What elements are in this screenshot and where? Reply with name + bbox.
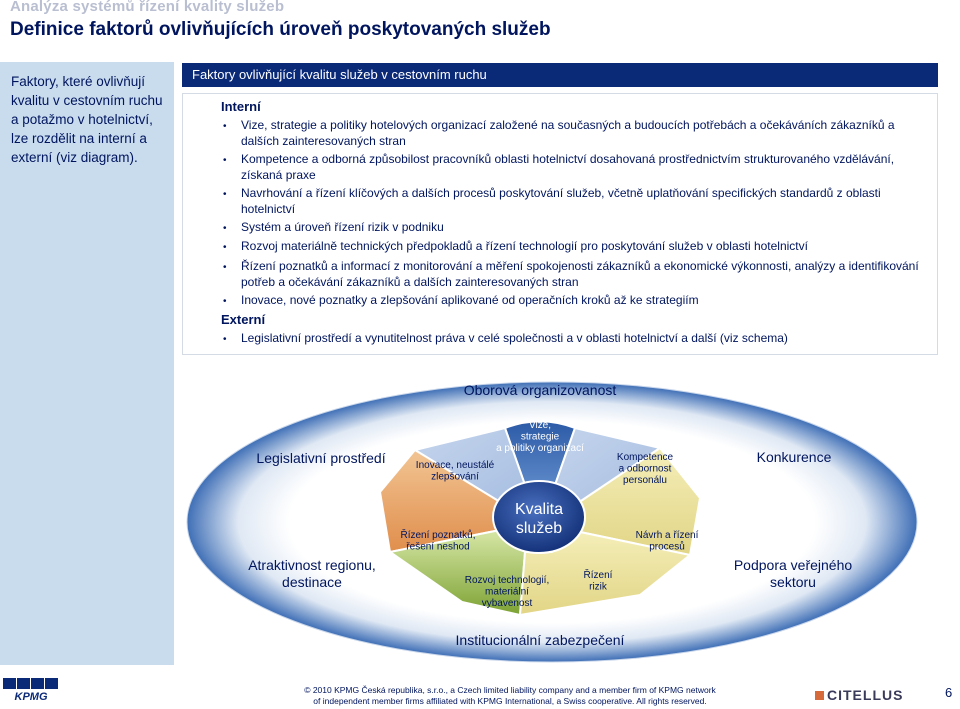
page-supertitle: Analýza systémů řízení kvality služeb — [10, 0, 285, 15]
svg-text:KPMG: KPMG — [14, 691, 48, 701]
svg-text:personálu: personálu — [623, 475, 667, 486]
bullet-icon: • — [223, 262, 227, 273]
sidebar — [0, 62, 174, 665]
outer-left-top-label: Legislativní prostředí — [256, 450, 386, 466]
segment-label-knowledge — [400, 528, 475, 553]
citellus-logo: CITELLUS — [815, 687, 903, 703]
svg-text:Podpora veřejného: Podpora veřejného — [733, 557, 853, 573]
svg-text:Návrh a řízení: Návrh a řízení — [635, 530, 699, 541]
external-item: Legislativní prostředí a vynutitelnost práva v celé společnosti a v oblasti hotelnictví a další (viz schema) — [241, 331, 788, 345]
svg-text:Atraktivnost regionu,: Atraktivnost regionu, — [248, 557, 376, 573]
svg-text:Rozvoj technologií,: Rozvoj technologií, — [464, 575, 550, 586]
page-title: Definice faktorů ovlivňujících úroveň poskytovaných služeb — [10, 19, 551, 40]
quality-factors-diagram — [180, 370, 940, 670]
svg-text:a odbornost: a odbornost — [618, 463, 672, 475]
bullet-icon: • — [223, 121, 227, 132]
bullet-icon: • — [223, 242, 227, 253]
panel-title: Faktory ovlivňující kvalitu služeb v cestovním ruchu — [182, 63, 938, 87]
svg-text:Řízení poznatků,: Řízení poznatků, — [400, 530, 476, 541]
svg-text:zlepšování: zlepšování — [431, 471, 479, 483]
internal-item: Inovace, nové poznatky a zlepšování aplikované od operačních kroků až ke strategiím — [241, 293, 699, 307]
footer-line-2: of independent member firms affiliated with KPMG International, a Swiss cooperative. All rights reserved. — [313, 696, 707, 706]
kpmg-logo — [3, 678, 59, 701]
internal-item: Řízení poznatků a informací z monitorování a měření spokojenosti zákazníků a ekonomické výkonnosti, analýzy a identifikování potřeb a očekávání zákazníků a dalších zainteresovaných stran — [241, 259, 919, 289]
page-number: 6 — [945, 685, 953, 700]
footer-copyright — [300, 685, 720, 707]
svg-text:Kompetence: Kompetence — [616, 452, 674, 463]
citellus-mark-icon — [815, 691, 824, 700]
svg-text:vybavenost: vybavenost — [481, 598, 533, 609]
svg-text:Vize,: Vize, — [528, 420, 552, 431]
svg-text:Kvalita: Kvalita — [514, 501, 564, 518]
bullet-icon: • — [223, 334, 227, 345]
svg-text:řešení neshod: řešení neshod — [406, 541, 470, 553]
outer-bottom-label: Institucionální zabezpečení — [455, 632, 625, 648]
bullet-icon: • — [223, 223, 227, 234]
external-heading: Externí — [221, 312, 266, 327]
svg-text:sektoru: sektoru — [770, 574, 816, 590]
outer-right-top-label: Konkurence — [756, 449, 832, 465]
internal-item: Navrhování a řízení klíčových a dalších procesů poskytování služeb, včetně uplatňování specifických standardů z oblasti hotelnictví — [241, 186, 881, 216]
svg-text:a politiky organizací: a politiky organizací — [496, 443, 584, 454]
svg-text:Řízení: Řízení — [583, 570, 613, 581]
svg-text:služeb: služeb — [515, 520, 563, 537]
internal-item: Rozvoj materiálně technických předpokladů a řízení technologií pro poskytování služeb v oblasti hotelnictví — [241, 239, 808, 253]
bullet-icon: • — [223, 296, 227, 307]
svg-text:Inovace, neustálé: Inovace, neustálé — [415, 460, 495, 471]
sidebar-text: Faktory, které ovlivňují kvalitu v cestovním ruchu a potažmo v hotelnictví, lze rozdělit na interní a externí (viz diagram). — [11, 74, 163, 165]
svg-text:procesů: procesů — [649, 541, 685, 553]
bullet-icon: • — [223, 189, 227, 200]
svg-text:strategie: strategie — [520, 431, 560, 443]
internal-item: Vize, strategie a politiky hotelových organizací založené na současných a budoucích potřebách a očekáváních zákazníků a dalších zainteresovaných stran — [241, 118, 895, 148]
internal-item: Systém a úroveň řízení rizik v podniku — [241, 220, 444, 234]
svg-text:rizik: rizik — [589, 581, 607, 593]
svg-text:materiální: materiální — [485, 586, 529, 598]
internal-heading: Interní — [221, 99, 261, 114]
outer-top-label: Oborová organizovanost — [463, 382, 617, 398]
svg-text:destinace: destinace — [282, 574, 342, 590]
footer-line-1: © 2010 KPMG Česká republika, s.r.o., a Czech limited liability company and a member firm of KPMG network — [304, 685, 716, 695]
segment-label-competence — [617, 452, 674, 486]
internal-item: Kompetence a odborná způsobilost pracovníků oblasti hotelnictví dosahovaná prostřednictvím strukturovaného vzdělávání, získaná praxe — [241, 152, 895, 182]
bullet-icon: • — [223, 155, 227, 166]
